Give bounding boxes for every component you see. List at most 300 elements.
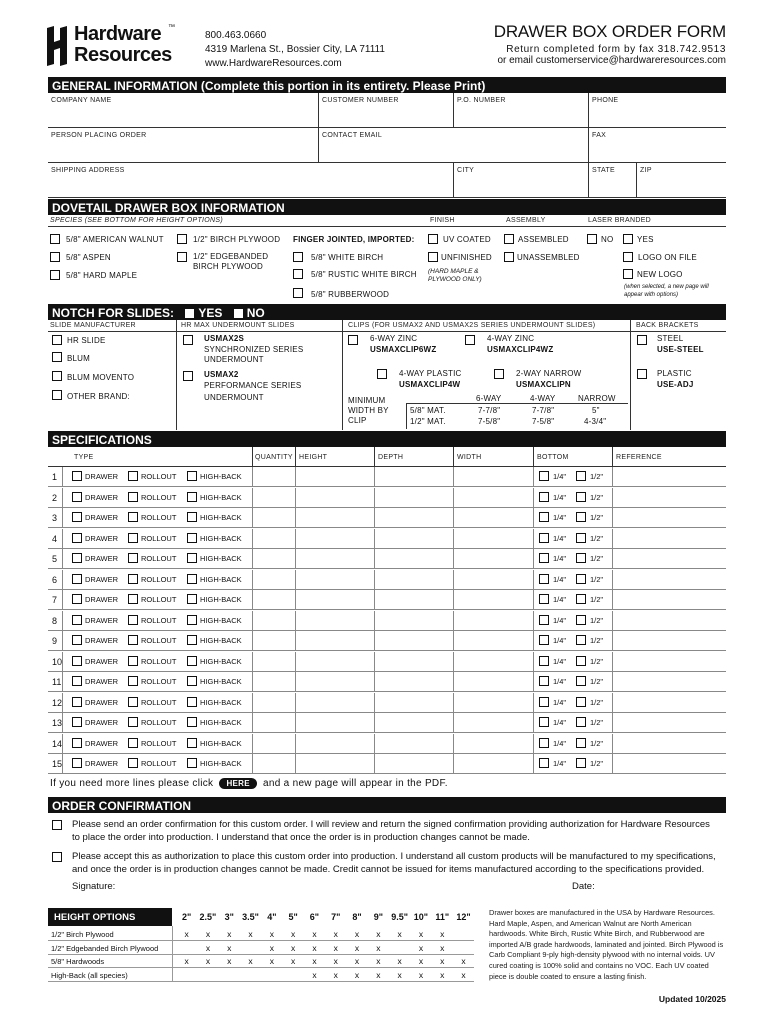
aspen-checkbox[interactable] xyxy=(50,252,60,262)
unfinished-label: UNFINISHED xyxy=(441,253,492,262)
drawer-label: DRAWER xyxy=(85,636,119,645)
back-brackets-label: BACK BRACKETS xyxy=(636,322,699,329)
clip-2way-narrow-code: USMAXCLIPN xyxy=(516,380,571,389)
authorize-production-checkbox[interactable] xyxy=(52,852,62,862)
width-input[interactable] xyxy=(454,735,532,753)
bottom-quarter-checkbox[interactable] xyxy=(539,512,549,522)
phone-field[interactable]: PHONE xyxy=(592,97,619,104)
drawer-checkbox[interactable] xyxy=(72,635,82,645)
height-options-table xyxy=(48,908,474,984)
height-input[interactable] xyxy=(296,571,373,589)
customer-number-field[interactable]: CUSTOMER NUMBER xyxy=(322,97,399,104)
edgebanded-checkbox[interactable] xyxy=(177,252,187,262)
bottom-quarter-checkbox[interactable] xyxy=(539,676,549,686)
depth-input[interactable] xyxy=(375,530,452,548)
bottom-quarter-checkbox[interactable] xyxy=(539,594,549,604)
reference-input[interactable] xyxy=(613,468,725,486)
clip-2way-narrow-checkbox[interactable] xyxy=(494,369,504,379)
height-mark: x xyxy=(461,969,466,980)
reference-input[interactable] xyxy=(613,653,725,671)
height-mark: x xyxy=(269,929,274,939)
quantity-input[interactable] xyxy=(253,591,294,609)
width-input[interactable] xyxy=(454,550,532,568)
drawer-checkbox[interactable] xyxy=(72,758,82,768)
plastic-bracket-checkbox[interactable] xyxy=(637,369,647,379)
width-input[interactable] xyxy=(454,612,532,630)
quantity-input[interactable] xyxy=(253,489,294,507)
bottom-quarter-label: 1/4" xyxy=(553,533,567,543)
spec-row xyxy=(48,488,726,508)
bottom-half-checkbox[interactable] xyxy=(576,635,586,645)
reference-input[interactable] xyxy=(613,530,725,548)
bottom-half-label: 1/2" xyxy=(590,574,604,584)
bottom-quarter-checkbox[interactable] xyxy=(539,492,549,502)
drawer-checkbox[interactable] xyxy=(72,492,82,502)
min-width-label-1: MINIMUM xyxy=(348,396,386,405)
bottom-quarter-checkbox[interactable] xyxy=(539,533,549,543)
width-input[interactable] xyxy=(454,489,532,507)
height-input[interactable] xyxy=(296,550,373,568)
rollout-label: ROLLOUT xyxy=(141,738,177,748)
high-back-label: HIGH-BACK xyxy=(200,615,242,625)
bottom-quarter-checkbox[interactable] xyxy=(539,656,549,666)
high-back-checkbox[interactable] xyxy=(187,758,197,768)
new-logo-checkbox[interactable] xyxy=(623,269,633,279)
quantity-input[interactable] xyxy=(253,735,294,753)
quantity-input[interactable] xyxy=(253,714,294,732)
bottom-half-checkbox[interactable] xyxy=(576,574,586,584)
rollout-checkbox[interactable] xyxy=(128,697,138,707)
usmax2s-desc-2: UNDERMOUNT xyxy=(204,355,264,364)
height-input[interactable] xyxy=(296,612,373,630)
height-mark: x xyxy=(376,956,381,966)
high-back-checkbox[interactable] xyxy=(187,492,197,502)
more-lines-text-1: If you need more lines please click xyxy=(50,778,214,789)
reference-input[interactable] xyxy=(613,735,725,753)
spec-row xyxy=(48,672,726,692)
po-number-field[interactable]: P.O. NUMBER xyxy=(457,97,506,104)
bottom-half-label: 1/2" xyxy=(590,759,604,768)
drawer-label: DRAWER xyxy=(85,656,119,666)
drawer-checkbox[interactable] xyxy=(72,676,82,686)
drawer-checkbox[interactable] xyxy=(72,656,82,666)
rollout-checkbox[interactable] xyxy=(128,574,138,584)
logo-tm: ™ xyxy=(168,24,175,31)
high-back-label: HIGH-BACK xyxy=(200,677,242,686)
height-input[interactable] xyxy=(296,632,373,650)
quantity-input[interactable] xyxy=(253,694,294,712)
notch-yes-checkbox[interactable] xyxy=(185,309,194,318)
height-mark: x xyxy=(440,929,445,939)
height-size-header: 11" xyxy=(435,912,450,922)
date-field[interactable]: Date: xyxy=(572,881,595,892)
order-confirmation-header: ORDER CONFIRMATION xyxy=(48,797,726,813)
maple-checkbox[interactable] xyxy=(50,270,60,280)
width-input[interactable] xyxy=(454,755,532,773)
min-width-table xyxy=(348,392,628,430)
height-mark: x xyxy=(397,969,402,980)
v12-6way: 7-5/8" xyxy=(478,417,501,426)
edgebanded-label-1: 1/2" EDGEBANDED xyxy=(193,252,269,261)
bottom-half-checkbox[interactable] xyxy=(576,758,586,768)
row-number: 15 xyxy=(52,759,63,769)
bottom-quarter-checkbox[interactable] xyxy=(539,553,549,563)
bottom-half-checkbox[interactable] xyxy=(576,717,586,727)
depth-input[interactable] xyxy=(375,550,452,568)
rollout-checkbox[interactable] xyxy=(128,512,138,522)
bottom-half-checkbox[interactable] xyxy=(576,615,586,625)
rollout-checkbox[interactable] xyxy=(128,533,138,543)
updated-date: Updated 10/2025 xyxy=(658,994,726,1004)
bottom-half-checkbox[interactable] xyxy=(576,738,586,748)
depth-input[interactable] xyxy=(375,673,452,691)
fax-field[interactable]: FAX xyxy=(592,132,607,139)
specifications-header: SPECIFICATIONS xyxy=(48,431,726,447)
rollout-label: ROLLOUT xyxy=(141,574,177,584)
depth-input[interactable] xyxy=(375,735,452,753)
person-placing-order-field[interactable]: PERSON PLACING ORDER xyxy=(51,132,147,139)
spec-row xyxy=(48,590,726,610)
depth-input[interactable] xyxy=(375,489,452,507)
rustic-birch-checkbox[interactable] xyxy=(293,269,303,279)
rollout-label: ROLLOUT xyxy=(141,636,177,645)
spec-row xyxy=(48,611,726,631)
contact-email-field[interactable]: CONTACT EMAIL xyxy=(322,132,383,139)
row-number: 5 xyxy=(52,554,58,564)
high-back-label: HIGH-BACK xyxy=(200,472,242,481)
high-back-checkbox[interactable] xyxy=(187,471,197,481)
drawer-checkbox[interactable] xyxy=(72,574,82,584)
depth-input[interactable] xyxy=(375,694,452,712)
height-input[interactable] xyxy=(296,653,373,671)
bottom-quarter-label: 1/4" xyxy=(553,513,567,522)
blum-movento-checkbox[interactable] xyxy=(52,371,62,381)
depth-input[interactable] xyxy=(375,509,452,527)
drawer-checkbox[interactable] xyxy=(72,738,82,748)
drawer-label: DRAWER xyxy=(85,554,119,563)
high-back-checkbox[interactable] xyxy=(187,717,197,727)
width-input[interactable] xyxy=(454,694,532,712)
height-mark: x xyxy=(312,969,317,980)
laser-label: LASER BRANDED xyxy=(588,217,652,224)
width-input[interactable] xyxy=(454,509,532,527)
bottom-quarter-checkbox[interactable] xyxy=(539,471,549,481)
logo-on-file-checkbox[interactable] xyxy=(623,252,633,262)
width-input[interactable] xyxy=(454,632,532,650)
row-number: 3 xyxy=(52,513,58,523)
species-note: Drawer boxes are manufactured in the USA by Hardware Resources. Hard Maple, Aspen, and American Walnut are North American hardwoods. White Birch, Rustic White Birch, and Rubberwood are imported A/B grade hardwoods, laminated and jointed. Birch Plywood is Carb Compliant 9-ply high-density plywood with no internal voids. UV cured coating is 100% solid and contains no VOC. Each UV coated piece is double coated to ensure a lasting finish. xyxy=(489,908,724,981)
row-number: 8 xyxy=(52,615,58,626)
reference-input[interactable] xyxy=(613,612,725,630)
clip-6way-zinc-checkbox[interactable] xyxy=(348,335,358,345)
drawer-checkbox[interactable] xyxy=(72,717,82,727)
bottom-half-checkbox[interactable] xyxy=(576,512,586,522)
reference-input[interactable] xyxy=(613,571,725,589)
height-size-header: 6" xyxy=(309,912,320,922)
reference-input[interactable] xyxy=(613,673,725,691)
height-mark: x xyxy=(354,929,360,939)
depth-input[interactable] xyxy=(375,612,452,630)
reference-input[interactable] xyxy=(613,489,725,507)
v12-4way: 7-5/8" xyxy=(532,417,555,426)
confirm-option-2b: and once the order is in production changes cannot be made. Credit cannot be issued for items manufactured according to the specifications provided. xyxy=(72,864,705,875)
rollout-checkbox[interactable] xyxy=(128,717,138,727)
quantity-input[interactable] xyxy=(253,673,294,691)
width-input[interactable] xyxy=(454,530,532,548)
high-back-checkbox[interactable] xyxy=(187,656,197,666)
rollout-checkbox[interactable] xyxy=(128,635,138,645)
height-mark: x xyxy=(333,942,338,953)
bottom-quarter-label: 1/4" xyxy=(553,759,567,768)
rollout-checkbox[interactable] xyxy=(128,738,138,748)
bottom-quarter-checkbox[interactable] xyxy=(539,738,549,748)
rollout-checkbox[interactable] xyxy=(128,656,138,666)
reference-input[interactable] xyxy=(613,694,725,712)
row-number: 9 xyxy=(52,636,58,646)
send-confirmation-checkbox[interactable] xyxy=(52,820,62,830)
quantity-input[interactable] xyxy=(253,468,294,486)
quantity-input[interactable] xyxy=(253,632,294,650)
height-input[interactable] xyxy=(296,509,373,527)
maple-plywood-note: (HARD MAPLE & PLYWOOD ONLY) xyxy=(428,268,482,283)
high-back-checkbox[interactable] xyxy=(187,574,197,584)
logo-word-1: Hardware xyxy=(74,23,162,45)
height-input[interactable] xyxy=(296,468,373,486)
bottom-quarter-checkbox[interactable] xyxy=(539,635,549,645)
high-back-label: HIGH-BACK xyxy=(200,554,242,563)
laser-yes-label: YES xyxy=(637,235,654,244)
height-input[interactable] xyxy=(296,489,373,507)
width-input[interactable] xyxy=(454,673,532,691)
birch-plywood-label: 1/2" BIRCH PLYWOOD xyxy=(193,235,281,244)
width-input[interactable] xyxy=(454,571,532,589)
high-back-label: HIGH-BACK xyxy=(200,595,242,604)
high-back-checkbox[interactable] xyxy=(187,676,197,686)
bottom-quarter-label: 1/4" xyxy=(553,738,567,748)
unfinished-checkbox[interactable] xyxy=(428,252,438,262)
bottom-half-checkbox[interactable] xyxy=(576,656,586,666)
drawer-checkbox[interactable] xyxy=(72,697,82,707)
city-field[interactable]: CITY xyxy=(457,167,475,174)
rollout-checkbox[interactable] xyxy=(128,594,138,604)
rollout-checkbox[interactable] xyxy=(128,676,138,686)
reference-input[interactable] xyxy=(613,714,725,732)
drawer-label: DRAWER xyxy=(85,574,119,584)
width-input[interactable] xyxy=(454,591,532,609)
spec-row xyxy=(48,713,726,733)
height-input[interactable] xyxy=(296,694,373,712)
drawer-checkbox[interactable] xyxy=(72,553,82,563)
drawer-checkbox[interactable] xyxy=(72,594,82,604)
high-back-label: HIGH-BACK xyxy=(200,697,242,707)
bottom-half-checkbox[interactable] xyxy=(576,471,586,481)
uv-coated-checkbox[interactable] xyxy=(428,234,438,244)
signature-field[interactable]: Signature: xyxy=(72,881,116,892)
high-back-checkbox[interactable] xyxy=(187,553,197,563)
depth-input[interactable] xyxy=(375,714,452,732)
steel-bracket-checkbox[interactable] xyxy=(637,335,647,345)
bottom-quarter-label: 1/4" xyxy=(553,472,567,481)
plastic-code: USE-ADJ xyxy=(657,380,694,389)
unassembled-checkbox[interactable] xyxy=(504,252,514,262)
height-mark: x xyxy=(227,942,232,953)
here-button[interactable]: HERE xyxy=(219,778,256,789)
bottom-half-checkbox[interactable] xyxy=(576,594,586,604)
height-mark: x xyxy=(269,956,274,966)
depth-input[interactable] xyxy=(375,755,452,773)
assembled-checkbox[interactable] xyxy=(504,234,514,244)
white-birch-checkbox[interactable] xyxy=(293,252,303,262)
height-input[interactable] xyxy=(296,735,373,753)
bottom-quarter-checkbox[interactable] xyxy=(539,697,549,707)
zip-field[interactable]: ZIP xyxy=(640,167,652,174)
bottom-half-label: 1/2" xyxy=(590,472,604,481)
rubberwood-checkbox[interactable] xyxy=(293,288,303,298)
clip-4way-zinc-checkbox[interactable] xyxy=(465,335,475,345)
height-size-header: 9" xyxy=(373,912,383,922)
new-logo-note: (when selected, a new page will appear with options) xyxy=(624,284,709,298)
laser-no-checkbox[interactable] xyxy=(587,234,597,244)
bottom-quarter-label: 1/4" xyxy=(553,554,567,563)
high-back-checkbox[interactable] xyxy=(187,635,197,645)
bottom-quarter-checkbox[interactable] xyxy=(539,758,549,768)
height-mark: x xyxy=(184,956,189,966)
bottom-half-checkbox[interactable] xyxy=(576,676,586,686)
high-back-checkbox[interactable] xyxy=(187,738,197,748)
high-back-checkbox[interactable] xyxy=(187,512,197,522)
quantity-input[interactable] xyxy=(253,550,294,568)
height-input[interactable] xyxy=(296,530,373,548)
height-input[interactable] xyxy=(296,755,373,773)
depth-input[interactable] xyxy=(375,653,452,671)
depth-input[interactable] xyxy=(375,468,452,486)
clip-2way-narrow-label: 2-WAY NARROW xyxy=(516,369,582,378)
laser-yes-checkbox[interactable] xyxy=(623,234,633,244)
shipping-address-field[interactable]: SHIPPING ADDRESS xyxy=(51,167,125,174)
usmax2-checkbox[interactable] xyxy=(183,371,193,381)
height-size-header: 3" xyxy=(224,912,234,922)
reference-input[interactable] xyxy=(613,509,725,527)
quantity-input[interactable] xyxy=(253,571,294,589)
bottom-half-label: 1/2" xyxy=(590,595,604,604)
high-back-checkbox[interactable] xyxy=(187,533,197,543)
row-number: 13 xyxy=(52,718,63,728)
depth-input[interactable] xyxy=(375,632,452,650)
height-input[interactable] xyxy=(296,591,373,609)
bottom-quarter-checkbox[interactable] xyxy=(539,717,549,727)
depth-input[interactable] xyxy=(375,591,452,609)
bottom-half-label: 1/2" xyxy=(590,718,604,727)
quantity-input[interactable] xyxy=(253,509,294,527)
bottom-half-checkbox[interactable] xyxy=(576,553,586,563)
height-size-header: 9.5" xyxy=(391,912,409,922)
high-back-checkbox[interactable] xyxy=(187,594,197,604)
reference-input[interactable] xyxy=(613,550,725,568)
bottom-quarter-label: 1/4" xyxy=(553,615,567,625)
state-field[interactable]: STATE xyxy=(592,167,616,174)
v58-narrow: 5" xyxy=(592,406,600,415)
high-back-checkbox[interactable] xyxy=(187,697,197,707)
height-mark: x xyxy=(354,969,360,980)
bottom-half-label: 1/2" xyxy=(590,533,604,543)
quantity-input[interactable] xyxy=(253,653,294,671)
blum-checkbox[interactable] xyxy=(52,352,62,362)
clips-label: CLIPS (FOR USMAX2 AND USMAX2S SERIES UNDERMOUNT SLIDES) xyxy=(348,322,596,329)
bottom-half-checkbox[interactable] xyxy=(576,492,586,502)
spec-row xyxy=(48,631,726,651)
drawer-checkbox[interactable] xyxy=(72,512,82,522)
height-input[interactable] xyxy=(296,714,373,732)
rollout-label: ROLLOUT xyxy=(141,554,177,563)
height-input[interactable] xyxy=(296,673,373,691)
rollout-label: ROLLOUT xyxy=(141,718,177,727)
notch-no-checkbox[interactable] xyxy=(234,309,243,318)
quantity-input[interactable] xyxy=(253,755,294,773)
depth-input[interactable] xyxy=(375,571,452,589)
notch-no-label: NO xyxy=(246,306,265,320)
height-mark: x xyxy=(312,956,317,966)
walnut-checkbox[interactable] xyxy=(50,234,60,244)
birch-plywood-checkbox[interactable] xyxy=(177,234,187,244)
bottom-quarter-checkbox[interactable] xyxy=(539,574,549,584)
rollout-checkbox[interactable] xyxy=(128,615,138,625)
bottom-quarter-checkbox[interactable] xyxy=(539,615,549,625)
col-4way: 4-WAY xyxy=(530,394,556,403)
width-input[interactable] xyxy=(454,714,532,732)
reference-input[interactable] xyxy=(613,755,725,773)
clip-4way-plastic-checkbox[interactable] xyxy=(377,369,387,379)
usmax2s-checkbox[interactable] xyxy=(183,335,193,345)
rollout-checkbox[interactable] xyxy=(128,758,138,768)
confirm-option-1a: Please send an order confirmation for this custom order. I will review and return the signed confirmation providing authorization for Hardware Resources xyxy=(72,819,710,830)
rollout-checkbox[interactable] xyxy=(128,492,138,502)
width-col: WIDTH xyxy=(457,454,482,461)
quantity-input[interactable] xyxy=(253,612,294,630)
quantity-input[interactable] xyxy=(253,530,294,548)
width-input[interactable] xyxy=(454,468,532,486)
more-lines-text-2: and a new page will appear in the PDF. xyxy=(262,778,448,789)
rollout-checkbox[interactable] xyxy=(128,553,138,563)
drawer-checkbox[interactable] xyxy=(72,615,82,625)
bottom-half-checkbox[interactable] xyxy=(576,533,586,543)
row-number: 2 xyxy=(52,492,58,503)
reference-input[interactable] xyxy=(613,591,725,609)
other-brand-checkbox[interactable] xyxy=(52,390,62,400)
reference-input[interactable] xyxy=(613,632,725,650)
width-input[interactable] xyxy=(454,653,532,671)
company-name-field[interactable]: COMPANY NAME xyxy=(51,97,112,104)
bottom-half-checkbox[interactable] xyxy=(576,697,586,707)
logo-mark-icon xyxy=(44,26,70,66)
bottom-half-label: 1/2" xyxy=(590,492,604,502)
drawer-checkbox[interactable] xyxy=(72,471,82,481)
bottom-half-label: 1/2" xyxy=(590,656,604,666)
high-back-checkbox[interactable] xyxy=(187,615,197,625)
drawer-label: DRAWER xyxy=(85,677,119,686)
hr-slide-checkbox[interactable] xyxy=(52,335,62,345)
height-mark: x xyxy=(333,956,338,966)
row-number: 1 xyxy=(52,472,58,482)
drawer-checkbox[interactable] xyxy=(72,533,82,543)
bottom-quarter-label: 1/4" xyxy=(553,492,567,502)
rollout-label: ROLLOUT xyxy=(141,595,177,604)
finish-label: FINISH xyxy=(430,217,455,224)
dovetail-header: DOVETAIL DRAWER BOX INFORMATION xyxy=(48,199,726,215)
rollout-checkbox[interactable] xyxy=(128,471,138,481)
clip-4way-zinc-code: USMAXCLIP4WZ xyxy=(487,345,554,354)
bottom-quarter-label: 1/4" xyxy=(553,574,567,584)
height-mark: x xyxy=(397,929,402,939)
